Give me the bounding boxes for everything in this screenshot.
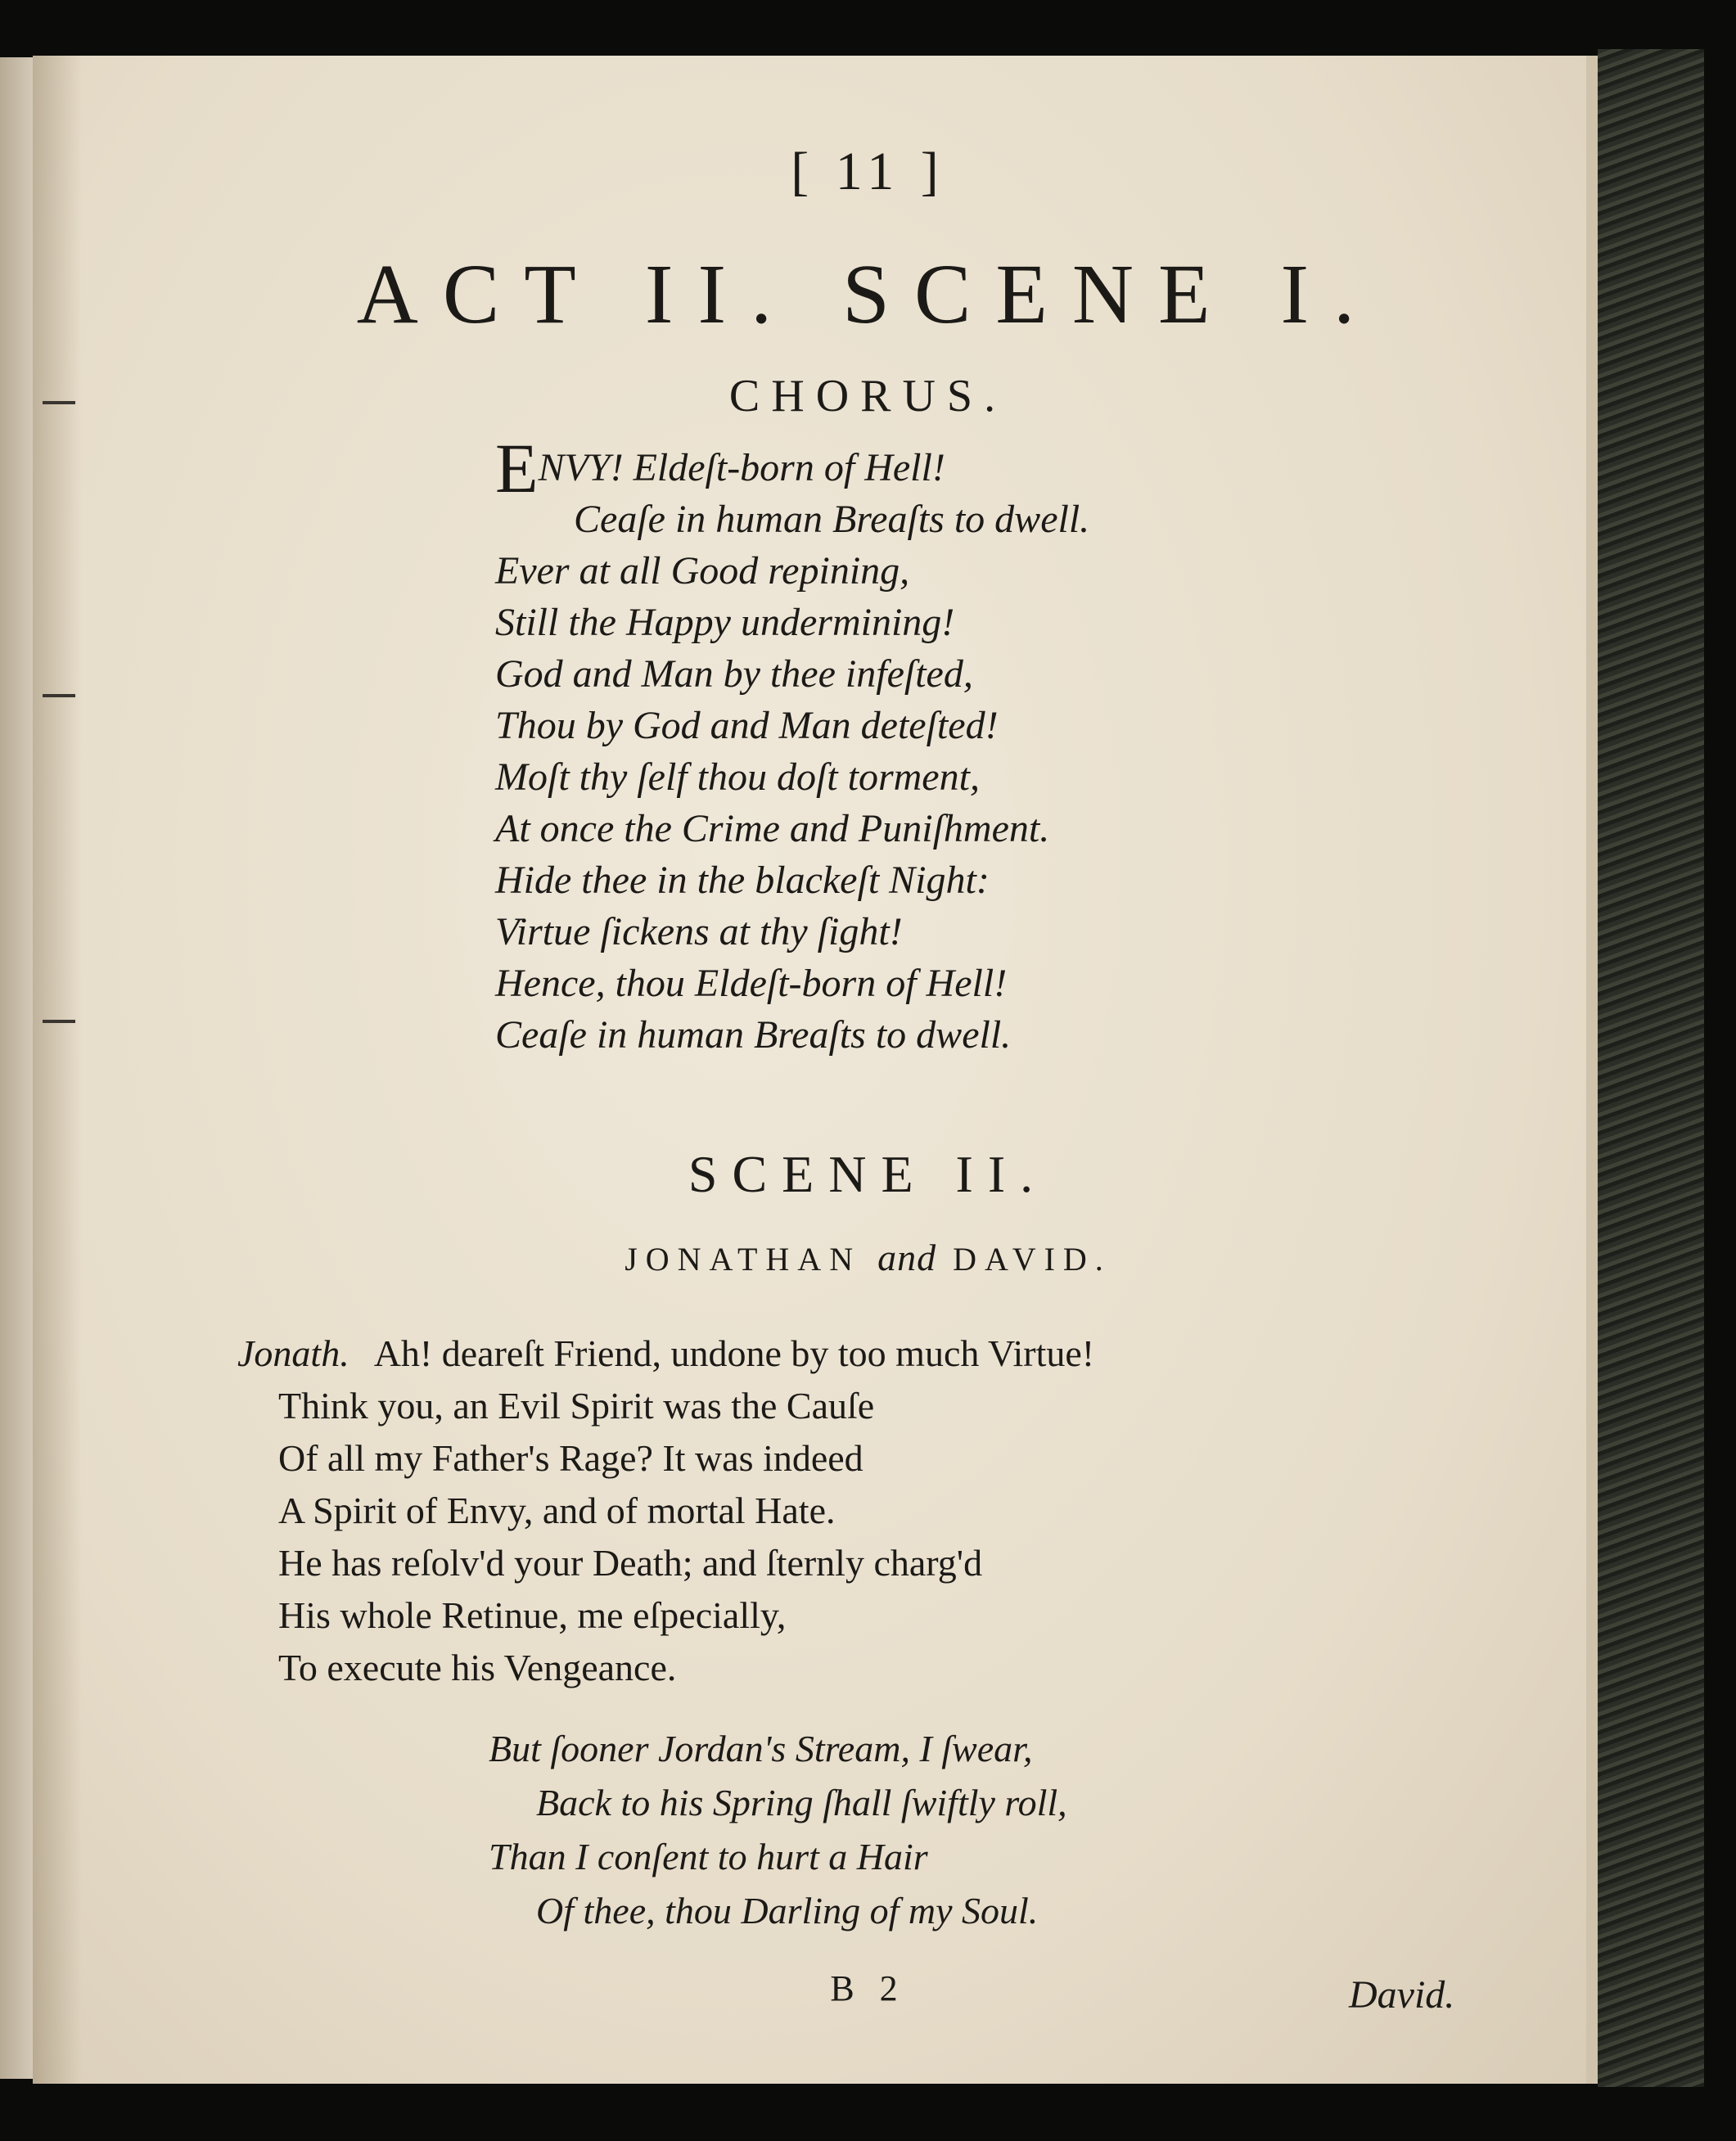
speech-line: Jonath. Ah! deareſt Friend, undone by too much Virtue!: [237, 1332, 1095, 1374]
binding-stitch: [43, 1020, 75, 1023]
page-number: [ 11 ]: [791, 142, 945, 201]
character-joiner: and: [877, 1237, 937, 1278]
verse-line: Ceaſe in human Breaſts to dwell.: [495, 1013, 1012, 1057]
character-list: [0, 1236, 1736, 1279]
speech-line: Think you, an Evil Spirit was the Cauſe: [278, 1385, 875, 1427]
signature-mark: B 2: [830, 1968, 906, 2008]
verse-line: Hence, thou Eldeſt-born of Hell!: [495, 962, 1008, 1005]
speech-line: Of all my Father's Rage? It was indeed: [278, 1437, 863, 1479]
act-scene-heading: ACT II. SCENE I.: [356, 247, 1380, 341]
character-name: JONATHAN: [625, 1241, 862, 1278]
verse-line: Moſt thy ſelf thou doſt torment,: [495, 755, 980, 799]
spine-shadow: [33, 56, 82, 2084]
verse-line: ENVY! Eldeſt-born of Hell!: [495, 429, 945, 507]
speech-line: To execute his Vengeance.: [278, 1647, 677, 1688]
chorus-verse: [495, 429, 1090, 1061]
verse-line: Virtue ſickens at thy ſight!: [495, 910, 903, 953]
binding-stitch: [43, 694, 75, 697]
speaker-name: Jonath.: [237, 1332, 349, 1374]
speech-block: [237, 1327, 1094, 1694]
drop-cap: E: [495, 429, 539, 507]
verse-line: Than I conſent to hurt a Hair: [489, 1836, 928, 1877]
verse-line: Hide thee in the blackeſt Night:: [495, 859, 990, 902]
verse-line: But ſooner Jordan's Stream, I ſwear,: [489, 1728, 1033, 1769]
catchword: David.: [1349, 1973, 1455, 2017]
verse-line: Ceaſe in human Breaſts to dwell.: [574, 498, 1090, 541]
verse-line: Ever at all Good repining,: [495, 549, 910, 593]
character-name: DAVID.: [953, 1241, 1111, 1278]
scene-heading: SCENE II.: [688, 1145, 1048, 1203]
verse-line: Thou by God and Man deteſted!: [495, 704, 999, 747]
chorus-heading: CHORUS.: [728, 371, 1008, 421]
page-edge: [1586, 56, 1598, 2084]
speech-line: His whole Retinue, me eſpecially,: [278, 1594, 787, 1636]
speech-line: A Spirit of Envy, and of mortal Hate.: [278, 1490, 836, 1531]
verse-line: God and Man by thee infeſted,: [495, 652, 973, 696]
verse-line: Back to his Spring ſhall ſwiftly roll,: [536, 1782, 1067, 1823]
book-cover-edge: [1598, 49, 1704, 2087]
verse-line: At once the Crime and Puniſhment.: [495, 807, 1050, 850]
verse-line: Still the Happy undermining!: [495, 601, 955, 644]
song-verse: [489, 1722, 1067, 1938]
verse-line: Of thee, thou Darling of my Soul.: [536, 1890, 1039, 1931]
speech-line: He has reſolv'd your Death; and ſternly charg'd: [278, 1542, 983, 1584]
